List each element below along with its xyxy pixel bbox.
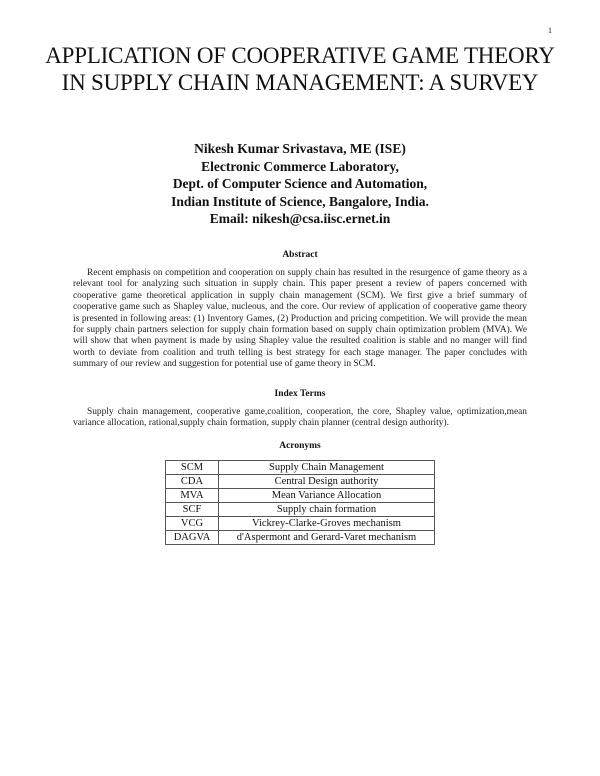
abstract-heading: Abstract: [282, 250, 318, 260]
acronym-abbr: SCF: [166, 503, 219, 517]
index-terms-heading: Index Terms: [274, 389, 326, 399]
author-institute: Indian Institute of Science, Bangalore, India.: [171, 193, 429, 209]
author-name: Nikesh Kumar Srivastava, ME (ISE): [194, 141, 406, 156]
table-row: [166, 475, 435, 489]
paper-title: APPLICATION OF COOPERATIVE GAME THEORY IN SUPPLY CHAIN MANAGEMENT: A SURVEY: [45, 43, 555, 95]
acronym-abbr: CDA: [166, 475, 219, 489]
acronym-abbr: SCM: [166, 461, 219, 475]
table-row: [166, 489, 435, 503]
author-lab: Electronic Commerce Laboratory,: [201, 158, 399, 174]
acronym-expansion: Vickrey-Clarke-Groves mechanism: [219, 517, 435, 531]
acronyms-table: [165, 460, 435, 545]
author-dept: Dept. of Computer Science and Automation,: [172, 176, 428, 191]
table-row: [166, 503, 435, 517]
index-terms-text: Supply chain management, cooperative game,coalition, cooperation, the core, Shapley value, optimization,mean variance allocation, rational,supply chain formation, supply chain planner (central design authority).: [73, 407, 527, 429]
author-email: Email: nikesh@csa.iisc.ernet.in: [209, 211, 391, 226]
acronyms-heading: Acronyms: [279, 441, 321, 451]
table-row: [166, 517, 435, 531]
table-row: [166, 461, 435, 475]
abstract-text: Recent emphasis on competition and cooperation on supply chain has resulted in the resurgence of game theory as a relevant tool for analyzing such situation in supply chain. This paper present a review of papers concerned with cooperative game theoretical application in supply chain management (SCM). We first give a brief summary of cooperative game such as Shapley value, nucleous, and the core. Our review of application of cooperative game theory is presented in following areas: (1) Inventory Games, (2) Production and pricing competition. We will provide the mean for supply chain partners selection for supply chain formation based on supply chain optimization problem (MVA). We will show that when payment is made by using Shapley value the resulted coalition is stable and no manger will find worth to deviate from coalition and truth telling is best strategy for each stage manager. The paper concludes with summary of our review and suggestion for potential use of game theory in SCM.: [73, 268, 527, 370]
acronym-expansion: Supply Chain Management: [219, 461, 435, 475]
acronym-abbr: DAGVA: [166, 531, 219, 545]
acronym-abbr: MVA: [166, 489, 219, 503]
acronym-expansion: Supply chain formation: [219, 503, 435, 517]
author-block: [60, 140, 540, 228]
acronym-expansion: Mean Variance Allocation: [219, 489, 435, 503]
acronym-expansion: Central Design authority: [219, 475, 435, 489]
page-number: 1: [548, 26, 552, 35]
acronym-expansion: d'Aspermont and Gerard-Varet mechanism: [219, 531, 435, 545]
acronym-abbr: VCG: [166, 517, 219, 531]
table-row: [166, 531, 435, 545]
